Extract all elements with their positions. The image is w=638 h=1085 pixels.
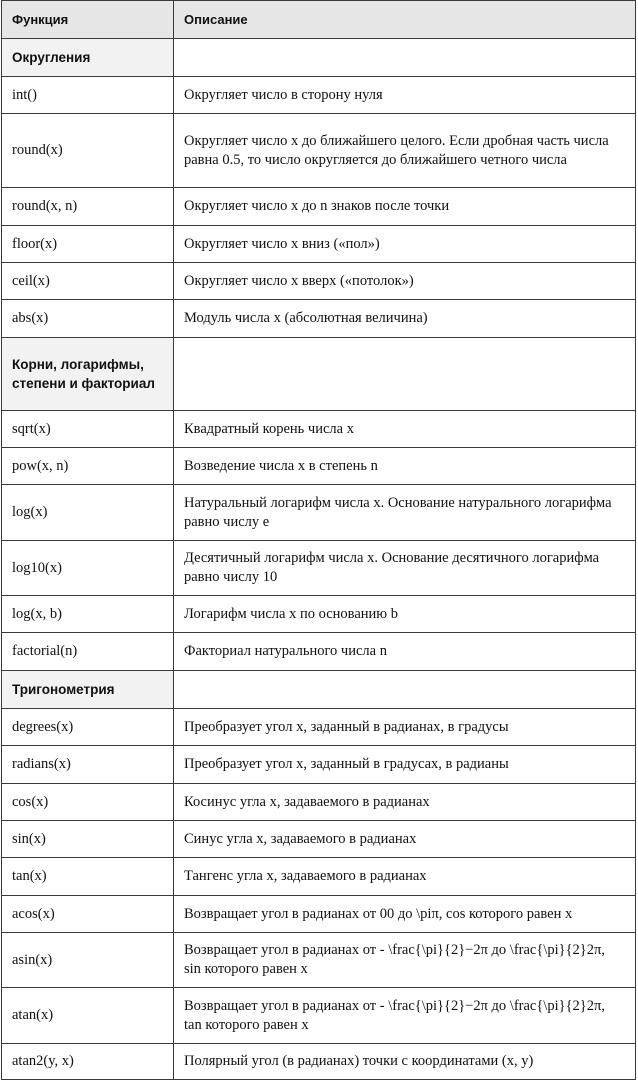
function-description: Возвращает угол в радианах от 00 до \piπ, cos которого равен x (174, 896, 636, 933)
function-description: Возвращает угол в радианах от - \frac{\pi}{2}−2π до \frac{\pi}{2}2π, tan которого равен x (174, 988, 636, 1044)
function-name: acos(x) (2, 896, 174, 933)
table-row (2, 300, 636, 338)
function-name: pow(x, n) (2, 448, 174, 485)
function-description: Округляет число x вниз («пол») (174, 226, 636, 263)
table-row (2, 784, 636, 821)
function-name: round(x) (2, 114, 174, 188)
section-trig (2, 671, 636, 709)
function-description: Округляет число x вверх («потолок») (174, 263, 636, 300)
table-row (2, 448, 636, 485)
functions-table (1, 0, 636, 1080)
section-title: Округления (2, 39, 174, 77)
function-name: int() (2, 77, 174, 114)
function-name: atan(x) (2, 988, 174, 1044)
function-description: Косинус угла x, задаваемого в радианах (174, 784, 636, 821)
header-description: Описание (174, 1, 636, 39)
table-row (2, 821, 636, 858)
function-name: log(x, b) (2, 596, 174, 633)
function-description: Тангенс угла x, задаваемого в радианах (174, 858, 636, 896)
function-description: Возвращает угол в радианах от - \frac{\pi}{2}−2π до \frac{\pi}{2}2π, sin которого равен x (174, 933, 636, 988)
table-row (2, 633, 636, 671)
function-name: radians(x) (2, 746, 174, 784)
section-rounding (2, 39, 636, 77)
function-name: cos(x) (2, 784, 174, 821)
function-name: sin(x) (2, 821, 174, 858)
section-title: Корни, логарифмы, степени и факториал (2, 338, 174, 411)
function-name: ceil(x) (2, 263, 174, 300)
table-row (2, 933, 636, 988)
function-description: Округляет число в сторону нуля (174, 77, 636, 114)
table-row (2, 596, 636, 633)
function-description: Натуральный логарифм числа x. Основание натурального логарифма равно числу e (174, 485, 636, 541)
section-roots (2, 338, 636, 411)
function-description: Логарифм числа x по основанию b (174, 596, 636, 633)
function-description: Синус угла x, задаваемого в радианах (174, 821, 636, 858)
table-row (2, 411, 636, 448)
table-row (2, 746, 636, 784)
table-row (2, 858, 636, 896)
function-name: asin(x) (2, 933, 174, 988)
function-description: Округляет число x до ближайшего целого. Если дробная часть числа равна 0.5, то число округляется до ближайшего четного числа (174, 114, 636, 188)
function-description: Округляет число x до n знаков после точки (174, 188, 636, 226)
table-row (2, 188, 636, 226)
table-row (2, 1044, 636, 1080)
function-name: log10(x) (2, 541, 174, 596)
function-name: degrees(x) (2, 709, 174, 746)
table-row (2, 709, 636, 746)
table-row (2, 896, 636, 933)
function-description: Преобразует угол x, заданный в радианах, в градусы (174, 709, 636, 746)
function-description: Модуль числа x (абсолютная величина) (174, 300, 636, 338)
function-name: log(x) (2, 485, 174, 541)
function-name: sqrt(x) (2, 411, 174, 448)
table-row (2, 226, 636, 263)
function-description: Полярный угол (в радианах) точки с координатами (x, y) (174, 1044, 636, 1080)
function-name: tan(x) (2, 858, 174, 896)
function-description: Преобразует угол x, заданный в градусах, в радианы (174, 746, 636, 784)
table-row (2, 541, 636, 596)
function-description: Возведение числа x в степень n (174, 448, 636, 485)
table-row (2, 77, 636, 114)
function-description: Десятичный логарифм числа x. Основание десятичного логарифма равно числу 10 (174, 541, 636, 596)
table-row (2, 485, 636, 541)
table-row (2, 263, 636, 300)
table-header (2, 1, 636, 39)
function-name: abs(x) (2, 300, 174, 338)
function-description: Квадратный корень числа x (174, 411, 636, 448)
table-row (2, 114, 636, 188)
function-name: factorial(n) (2, 633, 174, 671)
function-name: floor(x) (2, 226, 174, 263)
function-description: Факториал натурального числа n (174, 633, 636, 671)
section-title: Тригонометрия (2, 671, 174, 709)
table-row (2, 988, 636, 1044)
header-function: Функция (2, 1, 174, 39)
function-name: atan2(y, x) (2, 1044, 174, 1080)
function-name: round(x, n) (2, 188, 174, 226)
